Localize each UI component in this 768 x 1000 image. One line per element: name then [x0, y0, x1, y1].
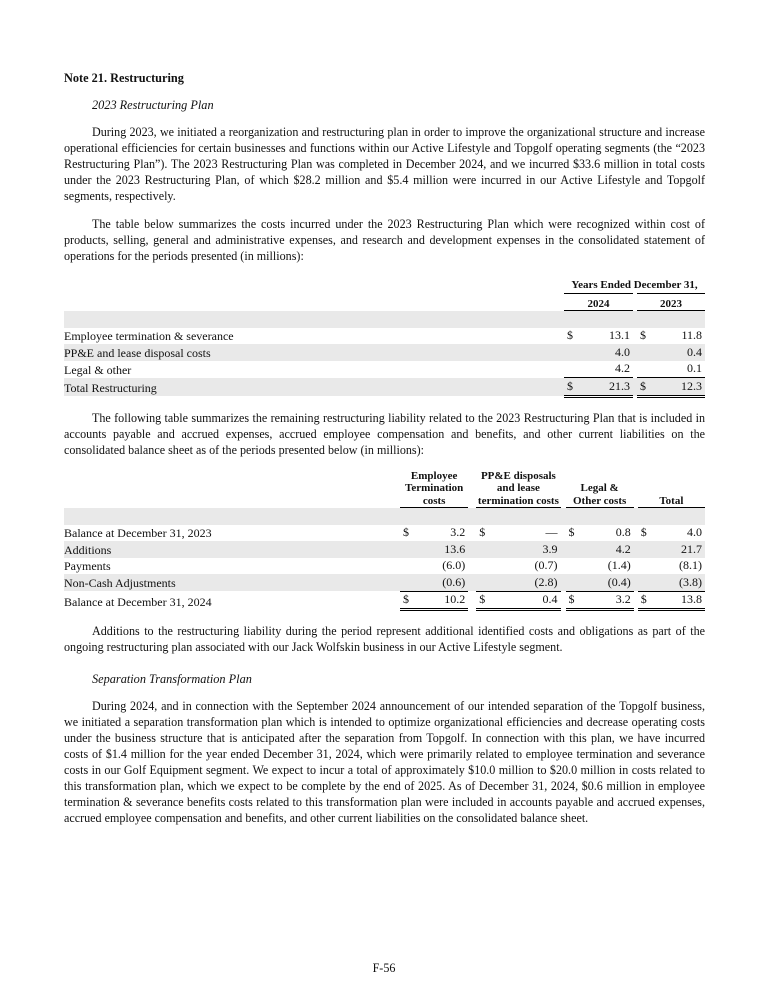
column-header-2024: 2024: [564, 293, 633, 311]
currency-symbol: $: [479, 525, 486, 539]
spacer-row: [64, 311, 705, 328]
value: 13.6: [444, 541, 466, 556]
value-cell: [476, 558, 560, 575]
row-label: Legal & other: [64, 362, 132, 377]
row-label: Total Restructuring: [64, 378, 564, 397]
value-cell: [638, 558, 705, 575]
empty-cell: [64, 276, 564, 293]
value-cell: [566, 525, 634, 542]
column-header-legal-other: Legal & Other costs: [566, 470, 634, 508]
table-row: [64, 525, 705, 542]
empty-cell: [64, 293, 564, 311]
table-row: [64, 361, 705, 378]
value: 4.0: [687, 525, 702, 539]
value: (2.8): [534, 574, 558, 589]
value-cell: [637, 361, 705, 378]
value: —: [545, 525, 558, 539]
restructuring-liability-table: [64, 470, 705, 612]
currency-symbol: $: [640, 328, 646, 342]
value-cell: [638, 574, 705, 591]
column-header-ppe-disposals: PP&E disposals and lease termination costs: [477, 469, 559, 507]
paragraph-separation-plan: During 2024, and in connection with the September 2024 announcement of our intended separation of the Topgolf business, we initiated a separation transformation plan which is intended to optimize organizational efficiencies and decrease operating costs under the business structure that is anticipated after the separation from Topgolf. In connection with this plan, we have incurred costs of $1.4 million for the year ended December 31, 2024, which were primarily related to employee termination and severance costs in our Golf Equipment segment. We expect to incur a total of approximately $10.0 million to $20.0 million in costs related to this transformation plan, which we expect to be complete by the end of 2025. As of December 31, 2024, $0.6 million in employee termination & severance benefits costs related to this transformation plan were included in accounts payable and accrued expenses, accrued employee compensation and benefits, and other current liabilities on the consolidated balance sheet.: [64, 699, 705, 825]
note-title: Note 21. Restructuring: [64, 71, 184, 85]
value: (0.7): [534, 558, 558, 572]
currency-symbol: $: [640, 525, 647, 539]
row-label: Additions: [64, 541, 400, 558]
row-label: Balance at December 31, 2024: [64, 594, 212, 609]
table-row: [64, 558, 705, 575]
row-label: Non-Cash Adjustments: [64, 574, 400, 591]
value: (0.6): [442, 574, 466, 589]
spacer-row: [64, 508, 705, 525]
value-cell: [638, 525, 705, 542]
value: (6.0): [442, 558, 466, 572]
column-gap: [468, 470, 476, 508]
value-cell: [564, 328, 633, 345]
page-number: F-56: [372, 961, 396, 975]
value-cell: [564, 344, 633, 361]
column-header-2023: 2023: [637, 293, 705, 311]
value-cell: [637, 344, 705, 361]
value-cell: [400, 574, 468, 591]
heading-separation-transformation-plan: Separation Transformation Plan: [92, 672, 252, 686]
value-2023: 12.3: [681, 378, 702, 393]
value-cell: [566, 541, 634, 558]
paragraph-costs-table-intro: The table below summarizes the costs incurred under the 2023 Restructuring Plan which were recognized within cost of products, selling, general and administrative expenses, and research and development expenses in the consolidated statement of operations for the periods presented (in millions):: [64, 217, 705, 263]
total-value-cell: [400, 591, 468, 610]
column-gap: [468, 541, 476, 558]
value: 3.9: [542, 541, 558, 556]
value: 0.4: [542, 592, 558, 606]
value-2023: 11.8: [681, 328, 702, 342]
total-value-cell: [566, 591, 634, 610]
table-row: [64, 541, 705, 558]
row-label: PP&E and lease disposal costs: [64, 344, 564, 361]
currency-symbol: $: [640, 378, 646, 393]
value: 13.8: [681, 592, 702, 606]
value-cell: [476, 525, 560, 542]
value-cell: [476, 574, 560, 591]
value-cell: [476, 541, 560, 558]
value: 21.7: [681, 541, 702, 556]
value-cell: [564, 361, 633, 378]
value-cell: [400, 525, 468, 542]
spacer-cell: [64, 311, 705, 328]
value-2024: 4.0: [615, 344, 630, 359]
table-row: [64, 574, 705, 591]
value: (8.1): [679, 558, 702, 572]
currency-symbol: $: [568, 592, 575, 606]
paragraph-2023-plan-overview: During 2023, we initiated a reorganization and restructuring plan in order to improve the organizational structure and increase operational efficiencies for certain businesses and functions within our Active Lifestyle and Topgolf operating segments (the “2023 Restructuring Plan”). The 2023 Restructuring Plan was completed in December 2024, and we incurred $33.6 million in total costs under the 2023 Restructuring Plan, of which $28.2 million and $5.4 million were incurred in our Active Lifestyle and Topgolf segments, respectively.: [64, 125, 705, 203]
column-gap: [468, 574, 476, 591]
value-cell: [400, 541, 468, 558]
currency-symbol: $: [479, 592, 486, 606]
table-row: [64, 344, 705, 361]
currency-symbol: $: [567, 378, 573, 393]
value: (0.4): [607, 574, 631, 589]
currency-symbol: $: [568, 525, 575, 539]
total-value-cell: [564, 378, 633, 397]
value: 3.2: [615, 592, 631, 606]
table-row: [64, 328, 705, 345]
table-total-row: [64, 378, 705, 397]
column-gap: [468, 558, 476, 575]
table-header-row: [64, 470, 705, 508]
value: 10.2: [444, 592, 466, 606]
value: 4.2: [615, 541, 631, 556]
value-cell: [638, 541, 705, 558]
column-header-total: Total: [638, 470, 705, 508]
value-2024: 13.1: [609, 328, 630, 342]
currency-symbol: $: [403, 525, 410, 539]
total-value-cell: [638, 591, 705, 610]
restructuring-costs-table: [64, 276, 705, 398]
column-gap: [468, 525, 476, 542]
total-value-cell: [637, 378, 705, 397]
empty-cell: [64, 470, 400, 508]
row-label: Payments: [64, 559, 111, 573]
period-header: Years Ended December 31,: [571, 278, 698, 291]
paragraph-liability-table-intro: The following table summarizes the remaining restructuring liability related to the 2023 Restructuring Plan that is included in accounts payable and accrued expenses, accrued employee compensation and benefits, and other current liabilities on the consolidated balance sheet as of the periods presented below (in millions):: [64, 410, 705, 457]
currency-symbol: $: [640, 592, 647, 606]
value-cell: [566, 574, 634, 591]
total-value-cell: [476, 591, 560, 610]
value-cell: [400, 558, 468, 575]
period-header-cell: [564, 276, 698, 293]
value: 0.8: [615, 525, 631, 539]
value: (3.8): [679, 574, 702, 589]
table-total-row: [64, 591, 705, 610]
heading-2023-restructuring-plan: 2023 Restructuring Plan: [92, 98, 214, 112]
currency-symbol: $: [567, 328, 573, 342]
currency-symbol: $: [403, 592, 410, 606]
column-gap: [468, 591, 476, 610]
value-2023: 0.1: [687, 361, 702, 375]
value-cell: [637, 328, 705, 345]
value-cell: [566, 558, 634, 575]
value-2023: 0.4: [687, 344, 702, 359]
table-year-header-row: [64, 293, 705, 311]
row-label: Employee termination & severance: [64, 329, 234, 343]
table-period-header-row: [64, 276, 705, 293]
value: 3.2: [450, 525, 466, 539]
paragraph-additions-note: Additions to the restructuring liability during the period represent additional identified costs and obligations as part of the ongoing restructuring plan associated with our Jack Wolfskin business in our Active Lifestyle segment.: [64, 624, 705, 654]
row-label: Balance at December 31, 2023: [64, 526, 212, 540]
value: (1.4): [607, 558, 631, 572]
spacer-cell: [64, 508, 705, 525]
value-2024: 21.3: [609, 378, 630, 393]
column-header-employee-termination: Employee Termination costs: [400, 470, 468, 508]
value-2024: 4.2: [615, 361, 630, 375]
